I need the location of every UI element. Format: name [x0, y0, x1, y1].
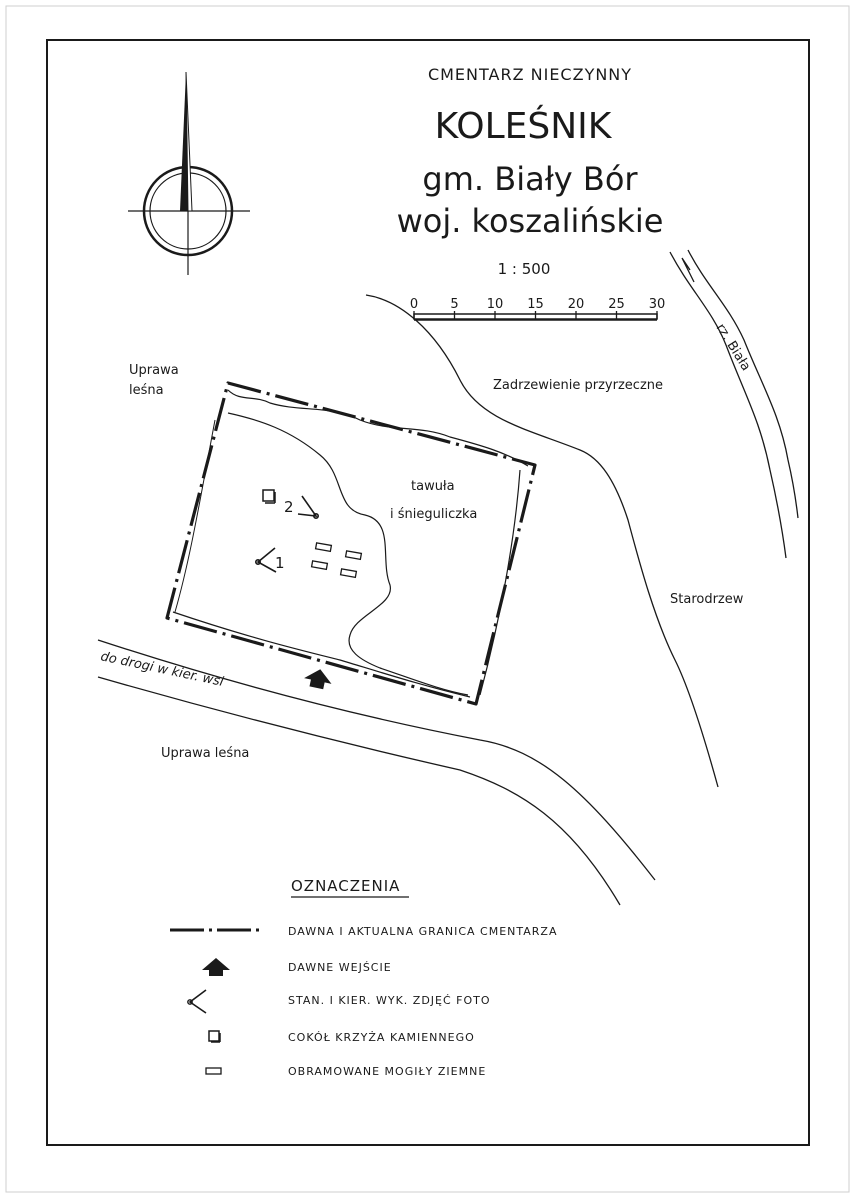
scale-tick-label: 5 — [450, 297, 459, 312]
scale-tick-label: 20 — [567, 297, 585, 312]
cemetery-boundary — [167, 383, 535, 704]
grave — [316, 543, 332, 552]
map-voivodeship: woj. koszalińskie — [396, 202, 664, 240]
cross-base-icon — [209, 1031, 220, 1042]
scale-tick-label: 30 — [648, 297, 666, 312]
legend-label: COKÓŁ KRZYŻA KAMIENNEGO — [288, 1031, 475, 1044]
legend-item — [170, 925, 558, 938]
scale-ratio: 1 : 500 — [497, 260, 551, 278]
grave-icon — [206, 1068, 221, 1074]
photo-station-1-number: 1 — [275, 554, 285, 572]
photo-station-2-number: 2 — [284, 498, 294, 516]
tree-line — [366, 295, 718, 787]
scale-tick-label: 25 — [608, 297, 625, 312]
scale-tick-label: 10 — [486, 297, 504, 312]
legend-label: DAWNA I AKTUALNA GRANICA CMENTARZA — [288, 925, 558, 938]
river — [670, 250, 798, 558]
legend-item — [188, 990, 491, 1013]
grave — [341, 569, 357, 578]
legend-item — [202, 958, 392, 976]
legend-title: OZNACZENIA — [291, 877, 401, 895]
scale-tick-label: 0 — [409, 297, 419, 312]
cross-base-icon — [263, 490, 275, 503]
photo-station-1-icon — [256, 548, 276, 572]
forest-nw-label-1: Uprawa — [129, 363, 179, 378]
road-label: do drogi w kier. wsi — [99, 649, 225, 690]
forest-nw-label-2: leśna — [129, 383, 164, 398]
map-category: CMENTARZ NIECZYNNY — [427, 65, 633, 84]
grave — [346, 551, 362, 560]
grave — [312, 561, 328, 570]
old-trees-label: Starodrzew — [670, 592, 744, 607]
graves — [312, 543, 362, 578]
legend-label: DAWNE WEJŚCIE — [288, 961, 392, 974]
north-arrow-icon — [128, 72, 250, 275]
entrance-arrow-icon — [303, 666, 334, 690]
legend-label: OBRAMOWANE MOGIŁY ZIEMNE — [288, 1065, 487, 1078]
forest-s-label: Uprawa leśna — [161, 746, 250, 761]
legend-item — [206, 1065, 486, 1078]
photo-station-2-icon — [298, 496, 318, 518]
river-label: rz. Biała — [712, 321, 754, 374]
map-commune: gm. Biały Bór — [422, 160, 638, 198]
shrub-label-1: tawuła — [411, 479, 455, 494]
legend-label: STAN. I KIER. WYK. ZDJĘĆ FOTO — [288, 994, 491, 1007]
shrub-label-2: i śnieguliczka — [390, 507, 478, 522]
scale-tick-label: 15 — [527, 297, 544, 312]
map-title: KOLEŚNIK — [434, 106, 612, 147]
entrance-arrow-icon — [202, 958, 230, 976]
legend-item — [209, 1031, 475, 1044]
riverside-trees-label: Zadrzewienie przyrzeczne — [493, 378, 664, 393]
